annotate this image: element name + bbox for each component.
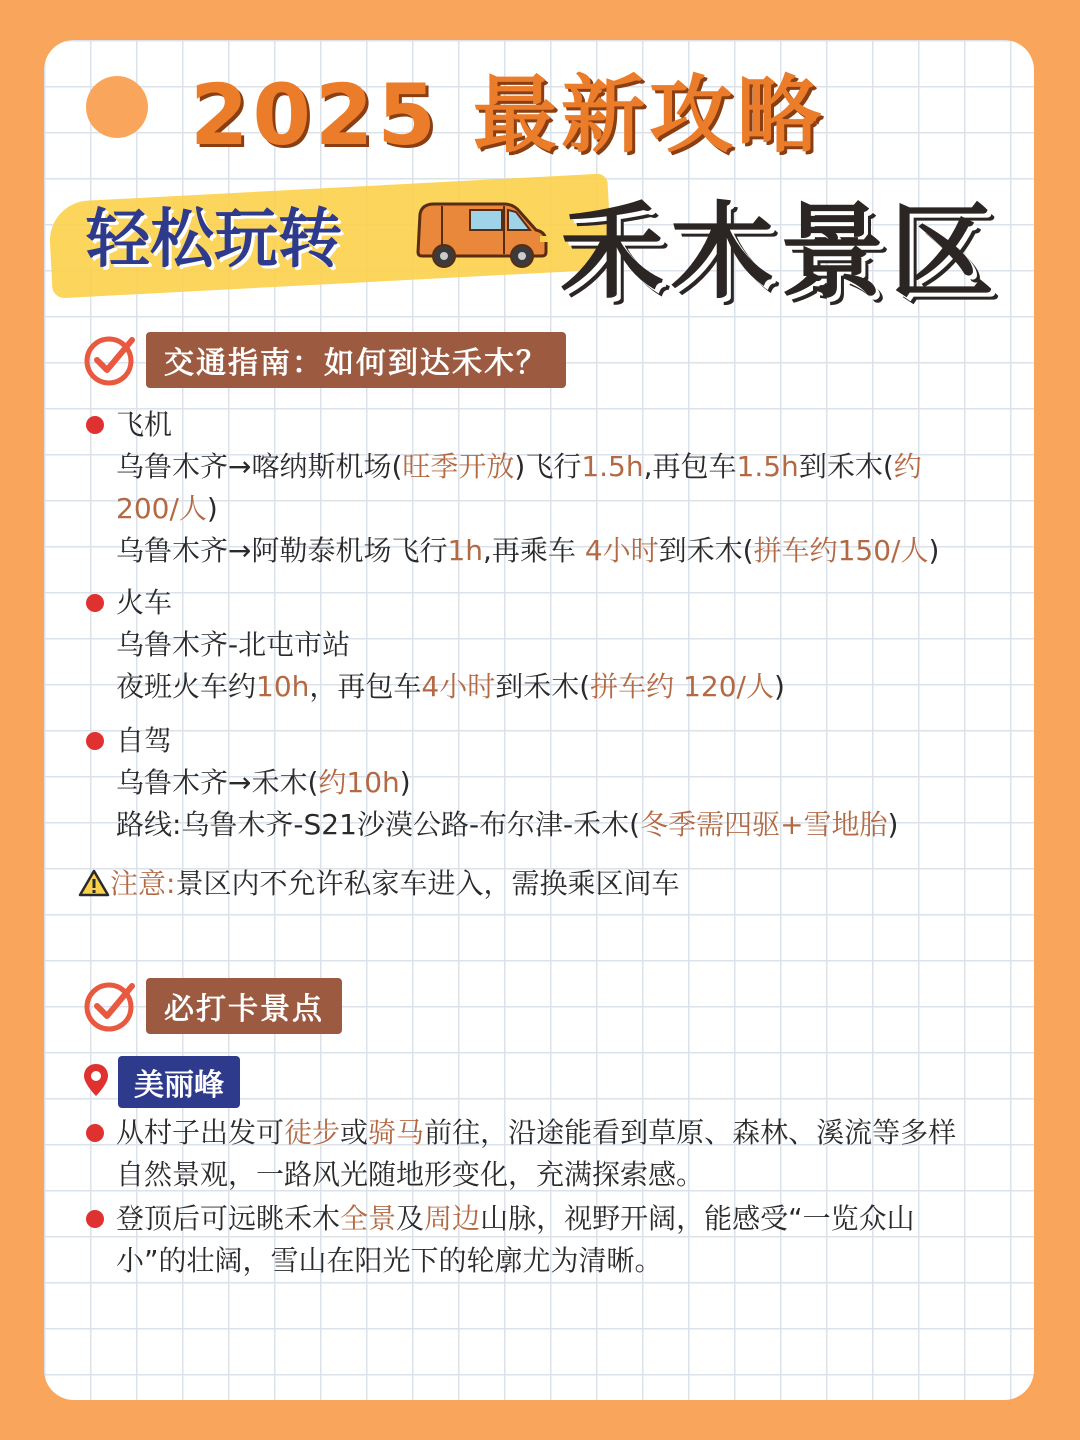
transport-train <box>84 582 1014 708</box>
check-icon <box>82 332 138 388</box>
drive-route-2: 路线:乌鲁木齐-S21沙漠公路-布尔津-禾木(冬季需四驱+雪地胎) <box>116 808 899 841</box>
page-title: 2025 最新攻略 <box>190 66 826 164</box>
plane-label: 飞机 <box>84 404 1014 446</box>
notice <box>78 862 679 902</box>
plane-route-2: 乌鲁木齐→阿勒泰机场飞行1h,再乘车 4小时到禾木(拼车约150/人) <box>116 534 940 567</box>
place-name-badge: 美丽峰 <box>118 1056 240 1108</box>
destination-title: 禾木景区 <box>560 191 1001 313</box>
decorative-dot <box>86 76 148 138</box>
section-heading-spots: 必打卡景点 <box>146 978 342 1034</box>
notice-label: 注意: <box>110 867 176 900</box>
spot-desc-1: 从村子出发可徒步或骑马前往，沿途能看到草原、森林、溪流等多样 自然景观，一路风光随地形变化，充满探索感。 <box>84 1112 1004 1196</box>
warning-icon <box>78 869 110 897</box>
spot-desc-2: 登顶后可远眺禾木全景及周边山脉，视野开阔，能感受“一览众山 小”的壮阔，雪山在阳光下的轮廓尤为清晰。 <box>84 1198 1004 1282</box>
drive-label: 自驾 <box>84 720 1014 762</box>
drive-route-1: 乌鲁木齐→禾木(约10h) <box>116 766 411 799</box>
notice-text: 景区内不允许私家车进入，需换乘区间车 <box>175 867 680 900</box>
check-icon <box>82 978 138 1034</box>
transport-plane <box>84 404 1014 572</box>
location-pin-icon <box>82 1062 110 1098</box>
plane-route-1: 乌鲁木齐→喀纳斯机场(旺季开放)飞行1.5h,再包车1.5h到禾木(约 200/人) <box>116 450 922 525</box>
train-label: 火车 <box>84 582 1014 624</box>
page-subtitle: 轻松玩转 <box>86 203 342 277</box>
van-icon <box>412 196 552 270</box>
train-route-1: 乌鲁木齐-北屯市站 <box>116 628 351 661</box>
train-route-2: 夜班火车约10h，再包车4小时到禾木(拼车约 120/人) <box>116 670 785 703</box>
transport-drive <box>84 720 1014 846</box>
section-heading-transport: 交通指南：如何到达禾木？ <box>146 332 566 388</box>
